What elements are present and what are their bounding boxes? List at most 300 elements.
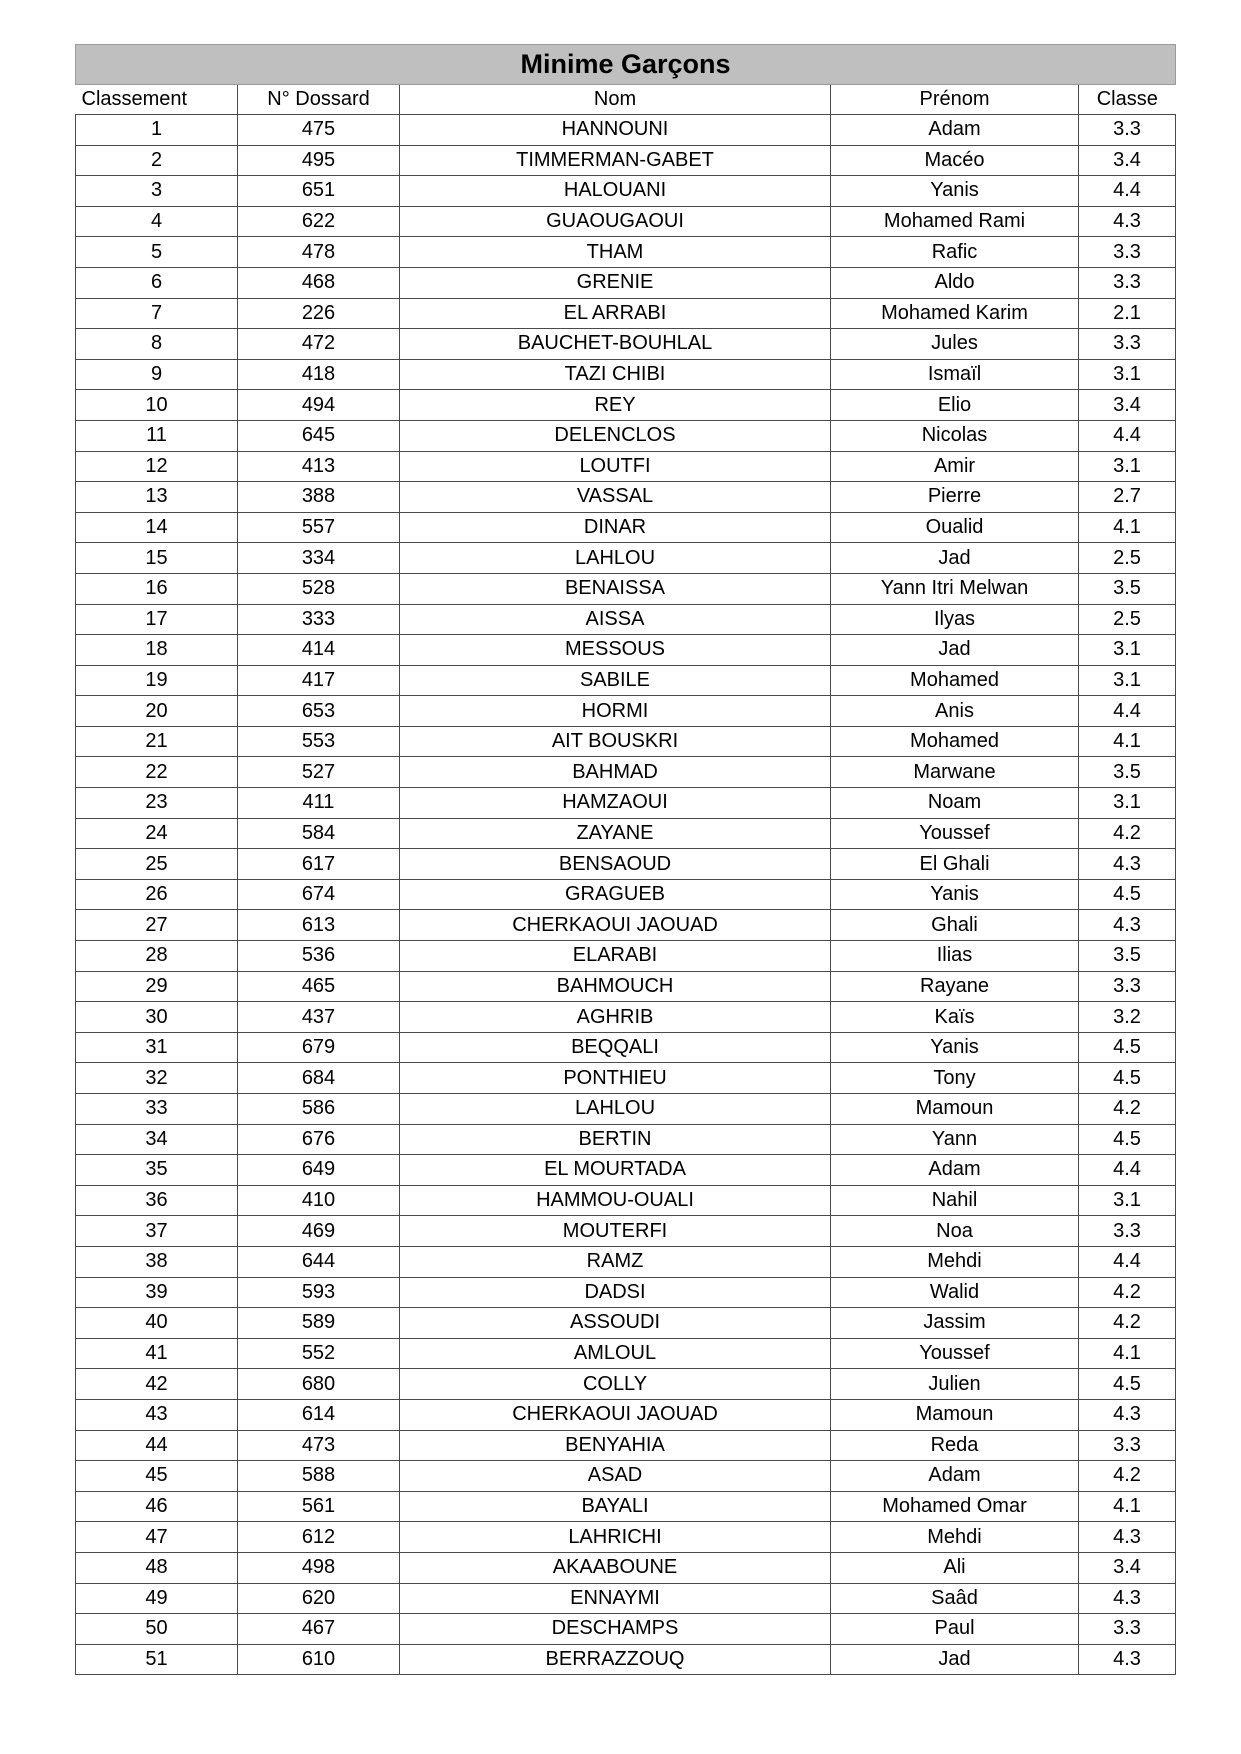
header-first-name: Prénom	[831, 85, 1079, 115]
table-row	[76, 1583, 1176, 1614]
cell-last-name: AISSA	[400, 604, 831, 635]
cell-last-name: HAMZAOUI	[400, 788, 831, 819]
cell-last-name: BENSAOUD	[400, 849, 831, 880]
cell-class: 3.3	[1079, 971, 1176, 1002]
cell-bib: 414	[238, 635, 400, 666]
cell-rank: 43	[76, 1399, 238, 1430]
table-row	[76, 1032, 1176, 1063]
cell-last-name: AGHRIB	[400, 1002, 831, 1033]
cell-class: 4.3	[1079, 910, 1176, 941]
cell-last-name: LAHRICHI	[400, 1522, 831, 1553]
cell-first-name: Youssef	[831, 818, 1079, 849]
cell-rank: 19	[76, 665, 238, 696]
cell-rank: 22	[76, 757, 238, 788]
cell-class: 3.1	[1079, 451, 1176, 482]
cell-bib: 410	[238, 1185, 400, 1216]
cell-class: 4.1	[1079, 1338, 1176, 1369]
cell-bib: 676	[238, 1124, 400, 1155]
cell-rank: 4	[76, 206, 238, 237]
cell-last-name: GUAOUGAOUI	[400, 206, 831, 237]
cell-bib: 586	[238, 1094, 400, 1125]
cell-first-name: Mohamed	[831, 726, 1079, 757]
cell-class: 3.1	[1079, 788, 1176, 819]
cell-last-name: LAHLOU	[400, 543, 831, 574]
cell-bib: 528	[238, 573, 400, 604]
cell-last-name: CHERKAOUI JAOUAD	[400, 1399, 831, 1430]
cell-last-name: HANNOUNI	[400, 115, 831, 146]
cell-first-name: Julien	[831, 1369, 1079, 1400]
cell-class: 3.5	[1079, 573, 1176, 604]
cell-bib: 226	[238, 298, 400, 329]
cell-class: 3.1	[1079, 1185, 1176, 1216]
cell-class: 4.5	[1079, 1124, 1176, 1155]
cell-bib: 467	[238, 1614, 400, 1645]
cell-last-name: TAZI CHIBI	[400, 359, 831, 390]
header-last-name: Nom	[400, 85, 831, 115]
table-row	[76, 206, 1176, 237]
table-row	[76, 604, 1176, 635]
cell-bib: 494	[238, 390, 400, 421]
cell-first-name: Tony	[831, 1063, 1079, 1094]
table-row	[76, 482, 1176, 513]
cell-first-name: Yanis	[831, 879, 1079, 910]
table-row	[76, 359, 1176, 390]
cell-first-name: Jad	[831, 635, 1079, 666]
cell-rank: 51	[76, 1644, 238, 1675]
cell-first-name: Noa	[831, 1216, 1079, 1247]
table-row	[76, 1552, 1176, 1583]
cell-rank: 31	[76, 1032, 238, 1063]
cell-rank: 33	[76, 1094, 238, 1125]
cell-last-name: RAMZ	[400, 1246, 831, 1277]
cell-first-name: El Ghali	[831, 849, 1079, 880]
cell-rank: 37	[76, 1216, 238, 1247]
cell-class: 4.2	[1079, 1308, 1176, 1339]
cell-rank: 27	[76, 910, 238, 941]
cell-last-name: AKAABOUNE	[400, 1552, 831, 1583]
cell-last-name: DINAR	[400, 512, 831, 543]
cell-class: 4.4	[1079, 176, 1176, 207]
cell-first-name: Walid	[831, 1277, 1079, 1308]
cell-last-name: DELENCLOS	[400, 420, 831, 451]
cell-rank: 10	[76, 390, 238, 421]
cell-last-name: COLLY	[400, 1369, 831, 1400]
table-row	[76, 1308, 1176, 1339]
cell-first-name: Noam	[831, 788, 1079, 819]
cell-first-name: Mohamed	[831, 665, 1079, 696]
cell-first-name: Adam	[831, 1155, 1079, 1186]
table-row	[76, 1002, 1176, 1033]
cell-class: 3.5	[1079, 941, 1176, 972]
cell-last-name: EL MOURTADA	[400, 1155, 831, 1186]
cell-bib: 411	[238, 788, 400, 819]
cell-bib: 610	[238, 1644, 400, 1675]
cell-rank: 38	[76, 1246, 238, 1277]
cell-last-name: REY	[400, 390, 831, 421]
cell-rank: 50	[76, 1614, 238, 1645]
cell-bib: 475	[238, 115, 400, 146]
cell-class: 4.3	[1079, 1583, 1176, 1614]
cell-rank: 2	[76, 145, 238, 176]
cell-last-name: ZAYANE	[400, 818, 831, 849]
cell-first-name: Mehdi	[831, 1246, 1079, 1277]
table-row	[76, 145, 1176, 176]
cell-first-name: Adam	[831, 1461, 1079, 1492]
table-row	[76, 1614, 1176, 1645]
cell-class: 4.3	[1079, 1399, 1176, 1430]
cell-bib: 588	[238, 1461, 400, 1492]
cell-rank: 18	[76, 635, 238, 666]
cell-last-name: HAMMOU-OUALI	[400, 1185, 831, 1216]
cell-rank: 49	[76, 1583, 238, 1614]
results-table	[75, 44, 1176, 1675]
table-row	[76, 1155, 1176, 1186]
cell-first-name: Mehdi	[831, 1522, 1079, 1553]
cell-bib: 584	[238, 818, 400, 849]
cell-rank: 15	[76, 543, 238, 574]
cell-last-name: GRAGUEB	[400, 879, 831, 910]
results-body	[76, 115, 1176, 1675]
cell-last-name: BAHMOUCH	[400, 971, 831, 1002]
cell-last-name: CHERKAOUI JAOUAD	[400, 910, 831, 941]
table-row	[76, 1246, 1176, 1277]
cell-class: 3.3	[1079, 115, 1176, 146]
cell-bib: 334	[238, 543, 400, 574]
cell-last-name: MESSOUS	[400, 635, 831, 666]
cell-bib: 680	[238, 1369, 400, 1400]
cell-last-name: MOUTERFI	[400, 1216, 831, 1247]
cell-first-name: Jules	[831, 329, 1079, 360]
cell-rank: 20	[76, 696, 238, 727]
cell-class: 4.5	[1079, 1369, 1176, 1400]
cell-bib: 645	[238, 420, 400, 451]
table-row	[76, 879, 1176, 910]
table-row	[76, 1369, 1176, 1400]
cell-class: 4.4	[1079, 696, 1176, 727]
cell-last-name: DADSI	[400, 1277, 831, 1308]
cell-rank: 39	[76, 1277, 238, 1308]
cell-first-name: Ismaïl	[831, 359, 1079, 390]
cell-last-name: BAUCHET-BOUHLAL	[400, 329, 831, 360]
table-row	[76, 757, 1176, 788]
cell-class: 3.4	[1079, 145, 1176, 176]
table-row	[76, 176, 1176, 207]
cell-rank: 46	[76, 1491, 238, 1522]
cell-bib: 527	[238, 757, 400, 788]
cell-class: 4.1	[1079, 726, 1176, 757]
cell-bib: 498	[238, 1552, 400, 1583]
table-row	[76, 298, 1176, 329]
cell-rank: 29	[76, 971, 238, 1002]
cell-class: 4.4	[1079, 420, 1176, 451]
cell-rank: 34	[76, 1124, 238, 1155]
table-row	[76, 1338, 1176, 1369]
cell-first-name: Ali	[831, 1552, 1079, 1583]
cell-bib: 679	[238, 1032, 400, 1063]
table-row	[76, 237, 1176, 268]
cell-last-name: BAHMAD	[400, 757, 831, 788]
cell-class: 3.3	[1079, 1216, 1176, 1247]
cell-rank: 40	[76, 1308, 238, 1339]
cell-first-name: Aldo	[831, 267, 1079, 298]
cell-rank: 41	[76, 1338, 238, 1369]
cell-class: 4.3	[1079, 1644, 1176, 1675]
header-rank: Classement	[76, 85, 238, 115]
cell-bib: 495	[238, 145, 400, 176]
cell-bib: 612	[238, 1522, 400, 1553]
cell-class: 4.2	[1079, 1277, 1176, 1308]
results-sheet	[75, 44, 1175, 1675]
cell-rank: 13	[76, 482, 238, 513]
cell-last-name: SABILE	[400, 665, 831, 696]
cell-class: 4.3	[1079, 849, 1176, 880]
cell-class: 3.2	[1079, 1002, 1176, 1033]
table-row	[76, 635, 1176, 666]
cell-rank: 48	[76, 1552, 238, 1583]
cell-first-name: Yanis	[831, 176, 1079, 207]
cell-class: 3.1	[1079, 635, 1176, 666]
cell-first-name: Yann	[831, 1124, 1079, 1155]
table-row	[76, 329, 1176, 360]
table-row	[76, 910, 1176, 941]
table-row	[76, 512, 1176, 543]
cell-rank: 9	[76, 359, 238, 390]
cell-rank: 16	[76, 573, 238, 604]
cell-first-name: Jad	[831, 1644, 1079, 1675]
cell-last-name: BERRAZZOUQ	[400, 1644, 831, 1675]
cell-bib: 614	[238, 1399, 400, 1430]
table-row	[76, 420, 1176, 451]
cell-last-name: ASSOUDI	[400, 1308, 831, 1339]
cell-first-name: Paul	[831, 1614, 1079, 1645]
cell-last-name: HORMI	[400, 696, 831, 727]
cell-first-name: Yanis	[831, 1032, 1079, 1063]
table-row	[76, 726, 1176, 757]
cell-bib: 536	[238, 941, 400, 972]
table-row	[76, 696, 1176, 727]
cell-bib: 684	[238, 1063, 400, 1094]
cell-bib: 557	[238, 512, 400, 543]
table-row	[76, 573, 1176, 604]
cell-bib: 469	[238, 1216, 400, 1247]
cell-first-name: Macéo	[831, 145, 1079, 176]
table-row	[76, 665, 1176, 696]
cell-bib: 561	[238, 1491, 400, 1522]
cell-bib: 472	[238, 329, 400, 360]
table-row	[76, 1461, 1176, 1492]
cell-rank: 30	[76, 1002, 238, 1033]
cell-first-name: Mohamed Karim	[831, 298, 1079, 329]
cell-class: 4.5	[1079, 1063, 1176, 1094]
cell-class: 3.5	[1079, 757, 1176, 788]
cell-last-name: AIT BOUSKRI	[400, 726, 831, 757]
table-row	[76, 115, 1176, 146]
cell-last-name: ENNAYMI	[400, 1583, 831, 1614]
cell-bib: 593	[238, 1277, 400, 1308]
cell-class: 4.2	[1079, 1461, 1176, 1492]
cell-rank: 25	[76, 849, 238, 880]
cell-first-name: Rafic	[831, 237, 1079, 268]
cell-last-name: VASSAL	[400, 482, 831, 513]
title-row	[76, 45, 1176, 85]
cell-first-name: Pierre	[831, 482, 1079, 513]
cell-bib: 413	[238, 451, 400, 482]
cell-bib: 473	[238, 1430, 400, 1461]
table-row	[76, 1491, 1176, 1522]
header-bib: N° Dossard	[238, 85, 400, 115]
cell-bib: 333	[238, 604, 400, 635]
table-row	[76, 543, 1176, 574]
header-row	[76, 85, 1176, 115]
cell-bib: 622	[238, 206, 400, 237]
cell-bib: 437	[238, 1002, 400, 1033]
page-title: Minime Garçons	[76, 45, 1176, 85]
cell-first-name: Rayane	[831, 971, 1079, 1002]
table-row	[76, 1094, 1176, 1125]
cell-class: 3.4	[1079, 390, 1176, 421]
cell-bib: 674	[238, 879, 400, 910]
cell-class: 3.1	[1079, 359, 1176, 390]
cell-class: 3.4	[1079, 1552, 1176, 1583]
cell-rank: 28	[76, 941, 238, 972]
cell-first-name: Nahil	[831, 1185, 1079, 1216]
cell-class: 3.3	[1079, 329, 1176, 360]
cell-rank: 17	[76, 604, 238, 635]
cell-first-name: Elio	[831, 390, 1079, 421]
cell-rank: 44	[76, 1430, 238, 1461]
cell-last-name: BEQQALI	[400, 1032, 831, 1063]
cell-first-name: Mohamed Omar	[831, 1491, 1079, 1522]
table-row	[76, 971, 1176, 1002]
table-row	[76, 849, 1176, 880]
cell-class: 3.3	[1079, 267, 1176, 298]
cell-class: 4.1	[1079, 512, 1176, 543]
cell-rank: 21	[76, 726, 238, 757]
table-row	[76, 1277, 1176, 1308]
table-row	[76, 941, 1176, 972]
table-row	[76, 1430, 1176, 1461]
cell-last-name: THAM	[400, 237, 831, 268]
cell-last-name: DESCHAMPS	[400, 1614, 831, 1645]
cell-bib: 649	[238, 1155, 400, 1186]
cell-class: 2.7	[1079, 482, 1176, 513]
cell-rank: 1	[76, 115, 238, 146]
cell-bib: 589	[238, 1308, 400, 1339]
cell-first-name: Marwane	[831, 757, 1079, 788]
cell-rank: 47	[76, 1522, 238, 1553]
cell-class: 4.3	[1079, 1522, 1176, 1553]
cell-rank: 5	[76, 237, 238, 268]
cell-rank: 23	[76, 788, 238, 819]
cell-last-name: LOUTFI	[400, 451, 831, 482]
table-row	[76, 818, 1176, 849]
table-row	[76, 390, 1176, 421]
cell-first-name: Mamoun	[831, 1094, 1079, 1125]
cell-first-name: Yann Itri Melwan	[831, 573, 1079, 604]
table-row	[76, 267, 1176, 298]
cell-class: 3.3	[1079, 1614, 1176, 1645]
cell-first-name: Reda	[831, 1430, 1079, 1461]
table-row	[76, 1644, 1176, 1675]
cell-bib: 388	[238, 482, 400, 513]
cell-rank: 32	[76, 1063, 238, 1094]
cell-last-name: GRENIE	[400, 267, 831, 298]
cell-first-name: Ghali	[831, 910, 1079, 941]
cell-last-name: ASAD	[400, 1461, 831, 1492]
cell-class: 4.5	[1079, 1032, 1176, 1063]
cell-class: 2.5	[1079, 543, 1176, 574]
cell-bib: 644	[238, 1246, 400, 1277]
cell-last-name: ELARABI	[400, 941, 831, 972]
cell-rank: 12	[76, 451, 238, 482]
cell-last-name: BAYALI	[400, 1491, 831, 1522]
cell-first-name: Jad	[831, 543, 1079, 574]
cell-first-name: Adam	[831, 115, 1079, 146]
cell-class: 4.2	[1079, 1094, 1176, 1125]
cell-class: 4.3	[1079, 206, 1176, 237]
cell-class: 3.3	[1079, 1430, 1176, 1461]
cell-bib: 620	[238, 1583, 400, 1614]
cell-first-name: Mamoun	[831, 1399, 1079, 1430]
cell-last-name: BENAISSA	[400, 573, 831, 604]
cell-bib: 653	[238, 696, 400, 727]
cell-class: 4.2	[1079, 818, 1176, 849]
cell-last-name: HALOUANI	[400, 176, 831, 207]
cell-first-name: Mohamed Rami	[831, 206, 1079, 237]
table-row	[76, 1185, 1176, 1216]
cell-rank: 3	[76, 176, 238, 207]
cell-rank: 45	[76, 1461, 238, 1492]
cell-first-name: Saâd	[831, 1583, 1079, 1614]
cell-class: 4.4	[1079, 1155, 1176, 1186]
cell-first-name: Ilyas	[831, 604, 1079, 635]
cell-bib: 553	[238, 726, 400, 757]
cell-first-name: Kaïs	[831, 1002, 1079, 1033]
cell-last-name: AMLOUL	[400, 1338, 831, 1369]
cell-bib: 478	[238, 237, 400, 268]
table-row	[76, 1399, 1176, 1430]
table-row	[76, 1216, 1176, 1247]
cell-first-name: Nicolas	[831, 420, 1079, 451]
cell-last-name: TIMMERMAN-GABET	[400, 145, 831, 176]
cell-rank: 8	[76, 329, 238, 360]
cell-class: 4.4	[1079, 1246, 1176, 1277]
cell-first-name: Youssef	[831, 1338, 1079, 1369]
cell-bib: 465	[238, 971, 400, 1002]
cell-class: 4.5	[1079, 879, 1176, 910]
cell-bib: 417	[238, 665, 400, 696]
cell-first-name: Oualid	[831, 512, 1079, 543]
table-row	[76, 1522, 1176, 1553]
table-row	[76, 1063, 1176, 1094]
cell-rank: 42	[76, 1369, 238, 1400]
cell-first-name: Jassim	[831, 1308, 1079, 1339]
cell-class: 2.5	[1079, 604, 1176, 635]
table-row	[76, 451, 1176, 482]
cell-first-name: Anis	[831, 696, 1079, 727]
cell-rank: 7	[76, 298, 238, 329]
cell-rank: 6	[76, 267, 238, 298]
header-class: Classe	[1079, 85, 1176, 115]
cell-bib: 613	[238, 910, 400, 941]
cell-bib: 617	[238, 849, 400, 880]
cell-first-name: Amir	[831, 451, 1079, 482]
cell-class: 4.1	[1079, 1491, 1176, 1522]
cell-rank: 35	[76, 1155, 238, 1186]
cell-bib: 418	[238, 359, 400, 390]
cell-bib: 552	[238, 1338, 400, 1369]
cell-last-name: EL ARRABI	[400, 298, 831, 329]
